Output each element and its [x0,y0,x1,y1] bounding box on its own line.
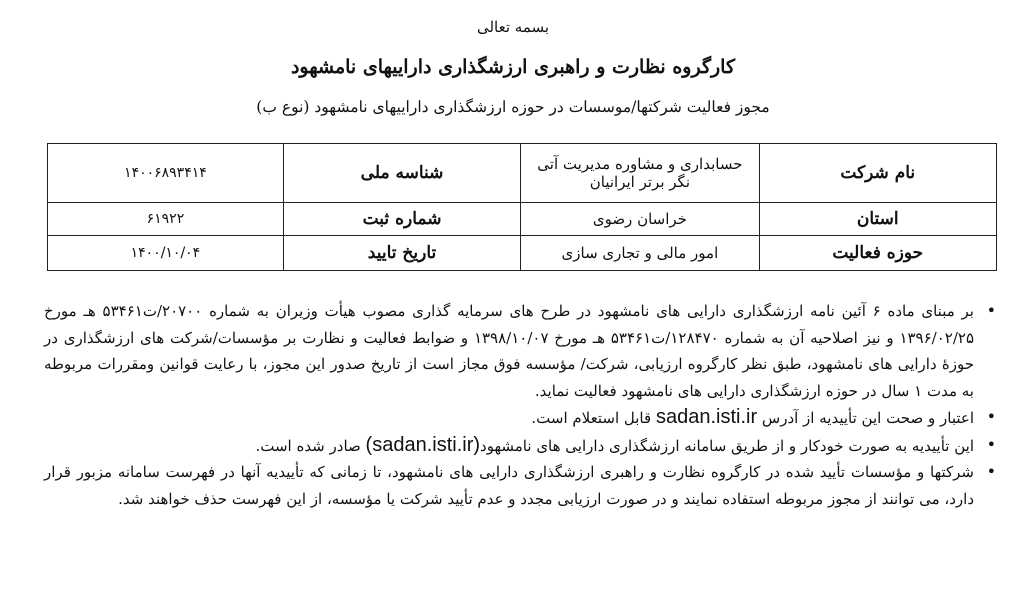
bullet-icon: • [986,462,996,481]
note-validity-condition: شرکتها و مؤسسات تأیید شده در کارگروه نظارت و راهبری ارزشگذاری دارایی های نامشهود، تا زمانی که تأییدیه آنها در فهرست سامانه مزبور قرار دارد، می توانند از مجوز مربوطه استفاده نمایند و در صورت ارزیابی مجدد و عدم تأیید شرکت یا مؤسسه، از این فهرست حذف خواهند شد. [44,463,974,508]
company-name-value: حسابداری و مشاوره مدیریت آتی نگر برتر ایرانیان [521,144,759,203]
note-auto-issue-text-end: صادر شده است. [255,436,361,455]
approval-date-label: تاریخ تایید [283,236,520,271]
national-id-label: شناسه ملی [283,144,520,203]
verify-site-link[interactable]: sadan.isti.ir [655,406,758,428]
approval-date-value: ۱۴۰۰/۱۰/۰۴ [48,236,284,271]
province-value: خراسان رضوی [521,203,759,236]
activity-field-value: امور مالی و تجاری سازی [521,236,759,271]
bullet-icon: • [986,301,996,320]
activity-field-label: حوزه فعالیت [759,236,996,271]
note-auto-issue-text: این تأییدیه به صورت خودکار و از طریق سامانه ارزشگذاری دارایی های نامشهود [480,436,974,455]
list-item [44,432,996,460]
list-item [44,459,996,512]
registration-number-label: شماره ثبت [283,203,520,236]
note-legal-basis: بر مبنای ماده ۶ آئین نامه ارزشگذاری دارایی های نامشهود در طرح های سرمایه گذاری مصوب هیأت وزیران به شماره ۲۰۷۰۰/ت۵۳۴۶۱ هـ مورخ ۱۳۹۶/۰۲/۲۵ و نیز اصلاحیه آن به شماره ۱۲۸۴۷۰/ت۵۳۴۶۱ هـ مورخ ۱۳۹۸/۱۰/۰۷ و ضوابط فعالیت و نظارت بر مؤسسات/شرکت های ارزشگذاری در حوزهٔ دارایی های نامشهود، طبق نظر کارگروه ارزیابی، شرکت/ مؤسسه فوق مجاز است از تاریخ صدور این مجوز، با رعایت قوانین ومقررات مربوطه به مدت ۱ سال در حوزه ارزشگذاری دارایی های نامشهود فعالیت نماید. [44,302,974,400]
table-row [48,144,997,203]
note-verify-text: اعتبار و صحت این تأییدیه از آدرس [761,409,974,427]
company-name-label: نام شرکت [759,144,996,203]
bullet-icon: • [986,407,996,426]
list-item [44,404,996,432]
bullet-icon: • [986,434,996,454]
registration-number-value: ۶۱۹۲۲ [48,203,284,236]
national-id-value: ۱۴۰۰۶۸۹۳۴۱۴ [48,144,284,203]
document-title: کارگروه نظارت و راهبری ارزشگذاری داراییهای نامشهود [290,56,736,78]
document-subtitle: مجوز فعالیت شرکتها/موسسات در حوزه ارزشگذاری داراییهای نامشهود (نوع ب) [256,98,770,116]
province-label: استان [759,203,996,236]
table-row [48,236,997,271]
note-verify-text-end: قابل استعلام است. [531,409,652,427]
notes-list [44,298,996,512]
license-info-table [47,143,997,271]
header-basmala: بسمه تعالی [476,18,550,36]
list-item [44,298,996,404]
system-site-link[interactable]: (sadan.isti.ir) [365,433,481,456]
table-row [48,203,997,236]
